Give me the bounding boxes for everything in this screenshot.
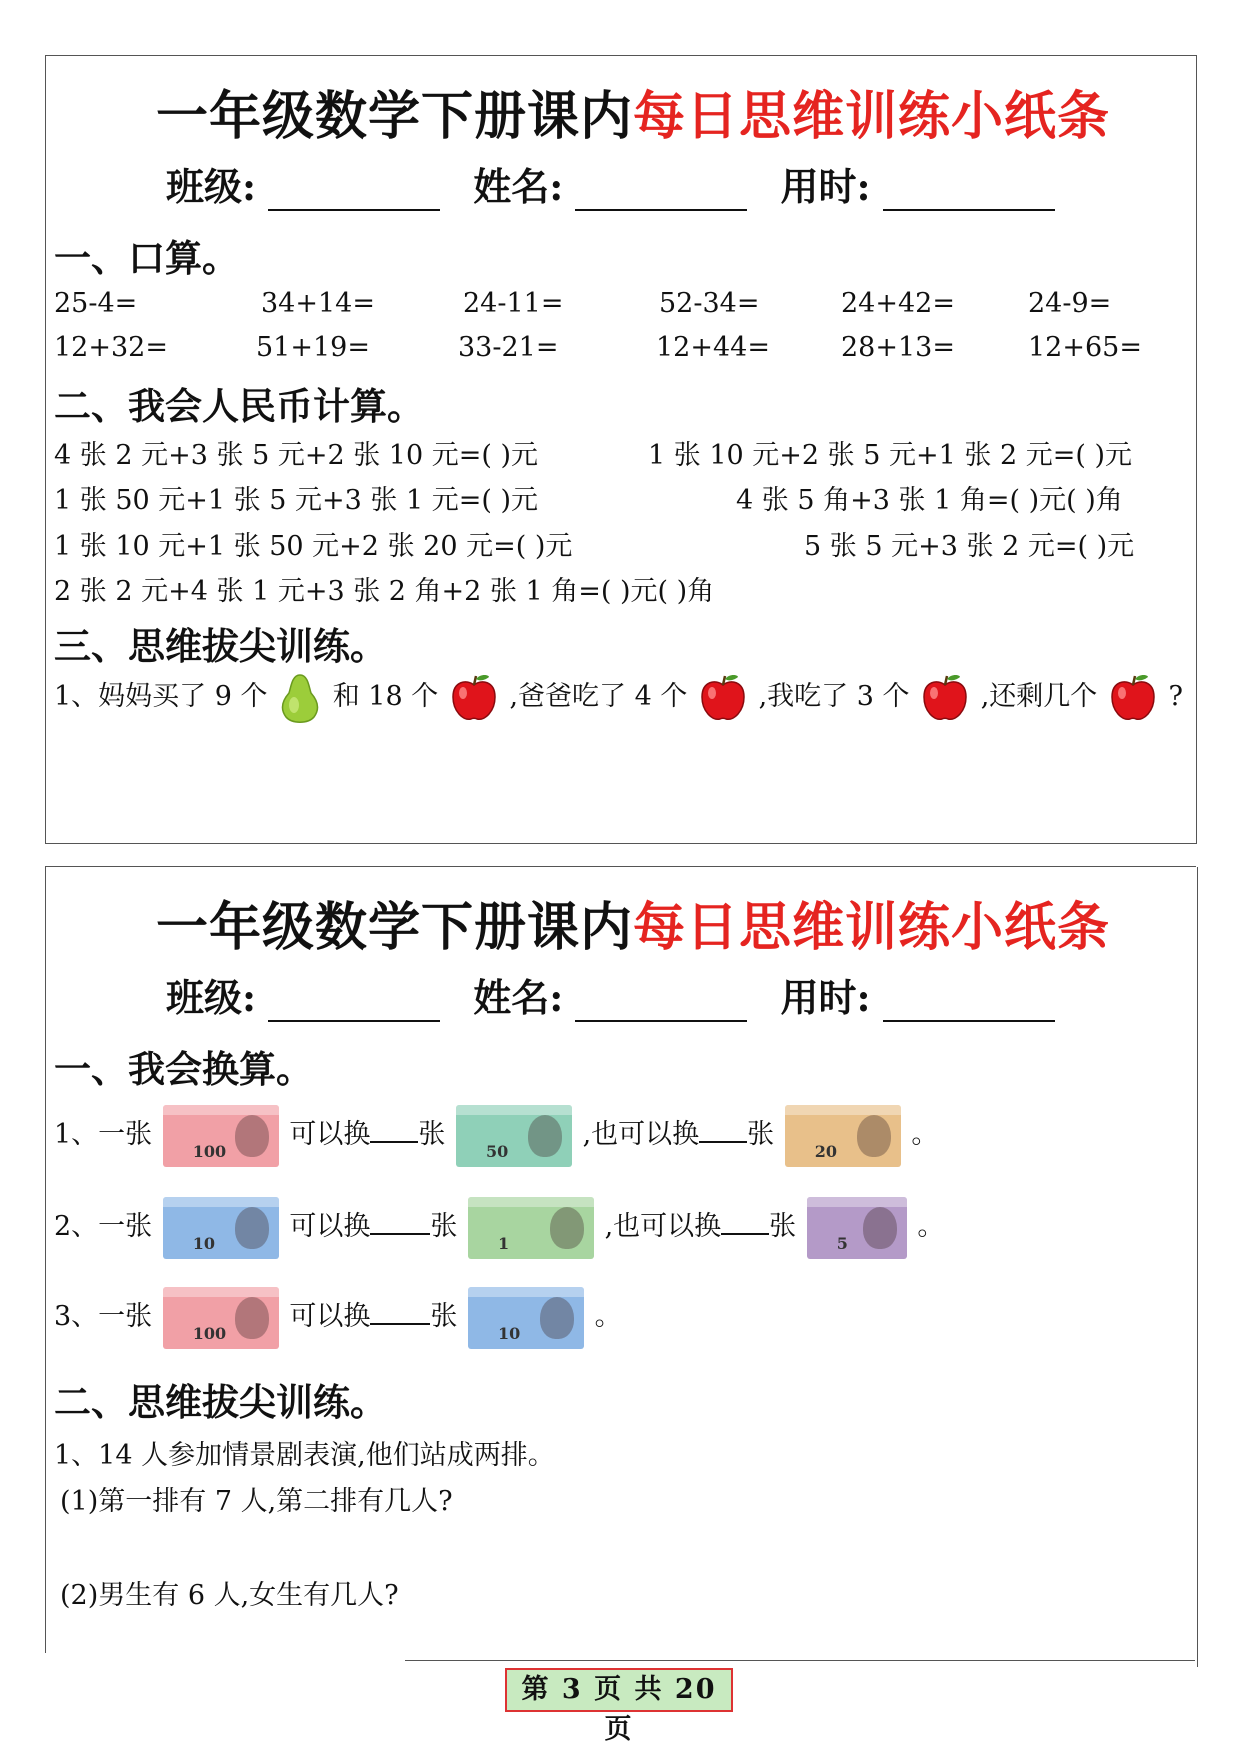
problem-text: ? bbox=[1168, 681, 1183, 712]
calc-item: 33-21= bbox=[458, 332, 559, 363]
banknote-20-icon bbox=[785, 1105, 901, 1167]
name-field[interactable] bbox=[575, 169, 747, 211]
apple-icon bbox=[449, 673, 499, 723]
money-item: 1 张 10 元+1 张 50 元+2 张 20 元=( )元 bbox=[54, 531, 573, 562]
footer-divider bbox=[405, 1660, 1195, 1661]
calc-item: 12+65= bbox=[1028, 332, 1142, 363]
apple-icon bbox=[1108, 673, 1158, 723]
name-label: 姓名: bbox=[473, 975, 564, 1020]
exchange-text: ,也可以换 bbox=[604, 1211, 722, 1242]
exchange-text: 可以换 bbox=[289, 1301, 371, 1332]
exchange-text: 2、一张 bbox=[54, 1211, 153, 1242]
sheet2-info-row bbox=[166, 967, 1075, 1022]
money-item: 1 张 50 元+1 张 5 元+3 张 1 元=( )元 bbox=[54, 485, 539, 516]
banknote-1-icon bbox=[468, 1197, 594, 1259]
money-item: 2 张 2 元+4 张 1 元+3 张 2 角+2 张 1 角=( )元( )角 bbox=[54, 576, 715, 607]
worksheet-1 bbox=[45, 55, 1197, 844]
banknote-5-icon bbox=[807, 1197, 907, 1259]
page-number: 第 3 页 共 20 页 bbox=[505, 1668, 733, 1712]
banknote-100-icon bbox=[163, 1287, 279, 1349]
class-field[interactable] bbox=[268, 980, 440, 1022]
question-2: (2)男生有 6 人,女生有几人? bbox=[60, 1580, 399, 1611]
sheet1-title-black: 一年级数学下册课内 bbox=[156, 86, 634, 147]
sheet2-title-red: 每日思维训练小纸条 bbox=[633, 897, 1111, 958]
note-value: 10 bbox=[497, 1323, 521, 1343]
note-value: 100 bbox=[192, 1323, 227, 1343]
calc-item: 34+14= bbox=[261, 288, 375, 319]
answer-blank[interactable] bbox=[370, 1211, 430, 1235]
section-thinking-2: 二、思维拔尖训练。 bbox=[54, 1380, 387, 1424]
money-item: 4 张 5 角+3 张 1 角=( )元( )角 bbox=[736, 485, 1123, 516]
sheet2-title-black: 一年级数学下册课内 bbox=[156, 897, 634, 958]
problem-text: 1、14 人参加情景剧表演,他们站成两排。 bbox=[54, 1440, 555, 1471]
problem-text: ,还剩几个 bbox=[980, 681, 1098, 712]
exchange-text: 张 bbox=[430, 1301, 458, 1332]
calc-item: 25-4= bbox=[54, 288, 138, 319]
name-field[interactable] bbox=[575, 980, 747, 1022]
exchange-text: 3、一张 bbox=[54, 1301, 153, 1332]
calc-item: 12+44= bbox=[656, 332, 770, 363]
answer-blank[interactable] bbox=[699, 1119, 747, 1143]
banknote-100-icon bbox=[163, 1105, 279, 1167]
exchange-text: ,也可以换 bbox=[582, 1119, 700, 1150]
apple-icon bbox=[920, 673, 970, 723]
problem-text: 1、妈妈买了 9 个 bbox=[54, 681, 268, 712]
note-value: 50 bbox=[485, 1141, 509, 1161]
note-value: 10 bbox=[192, 1233, 216, 1253]
money-item: 5 张 5 元+3 张 2 元=( )元 bbox=[804, 531, 1135, 562]
exchange-text: 。 bbox=[917, 1211, 945, 1242]
exchange-text: 可以换 bbox=[289, 1211, 371, 1242]
problem-text: ,爸爸吃了 4 个 bbox=[509, 681, 688, 712]
exchange-text: 张 bbox=[430, 1211, 458, 1242]
section-rmb-calc: 二、我会人民币计算。 bbox=[54, 384, 424, 428]
pear-icon bbox=[278, 671, 322, 725]
exchange-row-1 bbox=[54, 1102, 938, 1168]
calc-item: 52-34= bbox=[659, 288, 760, 319]
calc-item: 51+19= bbox=[256, 332, 370, 363]
class-label: 班级: bbox=[166, 164, 257, 209]
class-label: 班级: bbox=[166, 975, 257, 1020]
note-value: 5 bbox=[836, 1233, 848, 1253]
sheet1-title-red: 每日思维训练小纸条 bbox=[633, 86, 1111, 147]
sheet1-info-row bbox=[166, 156, 1075, 211]
question-1: (1)第一排有 7 人,第二排有几人? bbox=[60, 1486, 453, 1517]
section-thinking: 三、思维拔尖训练。 bbox=[54, 624, 387, 668]
problem-text: 和 18 个 bbox=[332, 681, 439, 712]
time-field[interactable] bbox=[883, 169, 1055, 211]
class-field[interactable] bbox=[268, 169, 440, 211]
time-field[interactable] bbox=[883, 980, 1055, 1022]
answer-blank[interactable] bbox=[370, 1119, 418, 1143]
answer-blank[interactable] bbox=[721, 1211, 769, 1235]
banknote-10-icon bbox=[163, 1197, 279, 1259]
banknote-50-icon bbox=[456, 1105, 572, 1167]
banknote-10-icon bbox=[468, 1287, 584, 1349]
exchange-row-3 bbox=[54, 1284, 622, 1350]
note-value: 1 bbox=[497, 1233, 510, 1253]
exchange-text: 张 bbox=[418, 1119, 446, 1150]
calc-item: 24-9= bbox=[1028, 288, 1112, 319]
name-label: 姓名: bbox=[473, 164, 564, 209]
time-label: 用时: bbox=[780, 164, 871, 209]
worksheet-2 bbox=[45, 866, 1196, 1653]
answer-blank[interactable] bbox=[370, 1301, 430, 1325]
money-item: 4 张 2 元+3 张 5 元+2 张 10 元=( )元 bbox=[54, 440, 539, 471]
apple-icon bbox=[698, 673, 748, 723]
money-item: 1 张 10 元+2 张 5 元+1 张 2 元=( )元 bbox=[648, 440, 1133, 471]
sheet2-title bbox=[156, 885, 1110, 960]
exchange-row-2 bbox=[54, 1194, 944, 1260]
fruit-problem bbox=[54, 666, 1183, 728]
exchange-text: 1、一张 bbox=[54, 1119, 153, 1150]
note-value: 20 bbox=[814, 1141, 838, 1161]
sheet1-title bbox=[156, 74, 1110, 149]
exchange-text: 。 bbox=[594, 1301, 622, 1332]
note-value: 100 bbox=[192, 1141, 227, 1161]
exchange-text: 可以换 bbox=[289, 1119, 371, 1150]
calc-item: 24-11= bbox=[463, 288, 564, 319]
exchange-text: 。 bbox=[911, 1119, 939, 1150]
section-exchange: 一、我会换算。 bbox=[54, 1047, 313, 1091]
problem-text: ,我吃了 3 个 bbox=[758, 681, 910, 712]
calc-item: 24+42= bbox=[841, 288, 955, 319]
calc-item: 28+13= bbox=[841, 332, 955, 363]
section-oral-calc: 一、口算。 bbox=[54, 236, 239, 280]
exchange-text: 张 bbox=[769, 1211, 797, 1242]
time-label: 用时: bbox=[780, 975, 871, 1020]
calc-item: 12+32= bbox=[54, 332, 168, 363]
exchange-text: 张 bbox=[747, 1119, 775, 1150]
